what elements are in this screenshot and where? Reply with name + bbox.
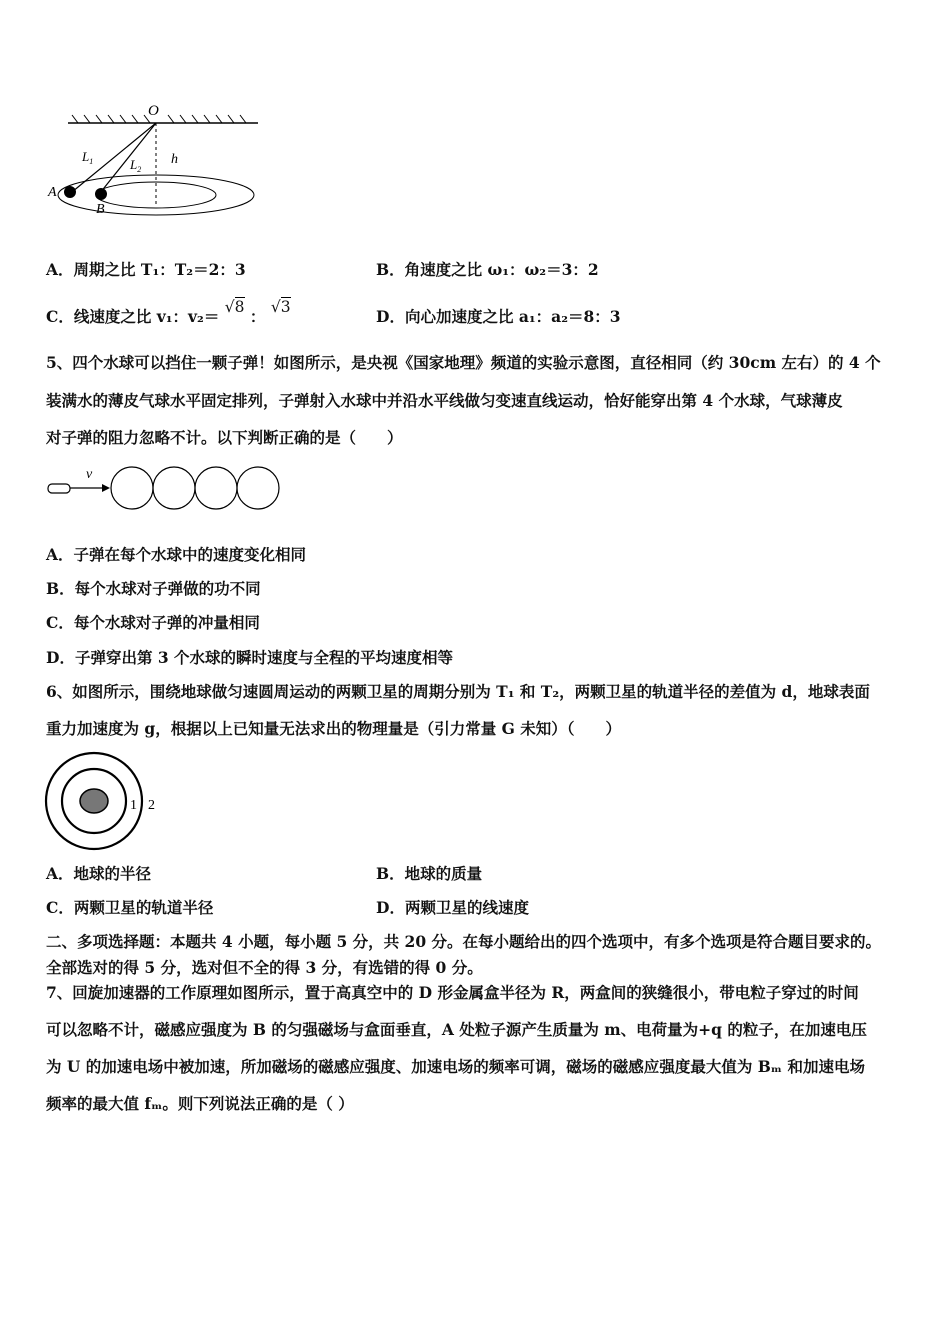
pendulum-figure: [40, 95, 270, 225]
q6-stem-line-1: 6、如图所示，围绕地球做匀速圆周运动的两颗卫星的周期分别为 T₁ 和 T₂，两颗卫星的轨道半径的差值为 d，地球表面: [46, 682, 870, 701]
q7-stem-line-4: 频率的最大值 fₘ。则下列说法正确的是（ ）: [46, 1094, 354, 1113]
label-orbit-1: 1: [130, 798, 137, 813]
water-ball-3: [195, 467, 237, 509]
ball-b: [95, 188, 107, 200]
label-v: v: [86, 467, 93, 482]
water-ball-2: [153, 467, 195, 509]
q5-stem-line-3: 对子弹的阻力忽略不计。以下判断正确的是（ ）: [46, 428, 403, 447]
q7-stem-line-1: 7、回旋加速器的工作原理如图所示，置于高真空中的 D 形金属盒半径为 R，两盒间的狭缝很小，带电粒子穿过的时间: [46, 983, 859, 1002]
q4-option-a: A．周期之比 T₁：T₂＝2：3: [46, 260, 246, 279]
q4-option-c-text: C．线速度之比 v₁：v₂＝: [46, 307, 220, 326]
arrow-head: [102, 484, 110, 492]
q4-option-b: B．角速度之比 ω₁：ω₂＝3：2: [376, 260, 599, 279]
ball-a: [64, 186, 76, 198]
q4-option-c-sep: ：: [249, 307, 266, 326]
q7-stem-line-2: 可以忽略不计，磁感应强度为 B 的匀强磁场与盒面垂直，A 处粒子源产生质量为 m、电荷量为+q 的粒子，在加速电压: [46, 1020, 867, 1039]
q6-option-c: C．两颗卫星的轨道半径: [46, 898, 214, 917]
q4-option-c: [46, 298, 291, 328]
q7-stem-line-3: 为 U 的加速电场中被加速，所加磁场的磁感应强度、加速电场的频率可调，磁场的磁感应强度最大值为 Bₘ 和加速电场: [46, 1057, 865, 1076]
label-orbit-2: 2: [148, 798, 155, 813]
water-balls-figure: [44, 462, 289, 514]
q5-option-d: D．子弹穿出第 3 个水球的瞬时速度与全程的平均速度相等: [46, 648, 454, 667]
sqrt-8: √8: [224, 298, 245, 316]
section2-heading-line-2: 全部选对的得 5 分，选对但不全的得 3 分，有选错的得 0 分。: [46, 958, 483, 977]
ceiling-hatch: [72, 115, 246, 123]
q6-option-d: D．两颗卫星的线速度: [376, 898, 529, 917]
label-h: h: [171, 152, 178, 167]
label-l1: $L_1$: [82, 149, 94, 166]
q5-stem-line-2: 装满水的薄皮气球水平固定排列，子弹射入水球中并沿水平线做匀变速直线运动，恰好能穿出第 4 个水球，气球薄皮: [46, 391, 843, 410]
section2-heading-line-1: 二、多项选择题：本题共 4 小题，每小题 5 分，共 20 分。在每小题给出的四个选项中，有多个选项是符合题目要求的。: [46, 932, 882, 951]
q6-stem-line-2: 重力加速度为 g，根据以上已知量无法求出的物理量是（引力常量 G 未知）（ ）: [46, 719, 622, 738]
q6-option-b: B．地球的质量: [376, 864, 483, 883]
label-o: O: [148, 103, 159, 119]
satellite-orbits-figure: [42, 750, 172, 854]
q5-option-c: C．每个水球对子弹的冲量相同: [46, 613, 260, 632]
water-ball-1: [111, 467, 153, 509]
q5-stem-line-1: 5、四个水球可以挡住一颗子弹！如图所示，是央视《国家地理》频道的实验示意图，直径相同（约 30cm 左右）的 4 个: [46, 353, 881, 372]
bullet: [48, 484, 70, 493]
q6-option-a: A．地球的半径: [46, 864, 152, 883]
q5-option-a: A．子弹在每个水球中的速度变化相同: [46, 545, 307, 564]
label-l2: $L_2$: [130, 157, 142, 174]
earth: [80, 789, 108, 813]
q5-option-b: B．每个水球对子弹做的功不同: [46, 579, 261, 598]
label-b: B: [96, 202, 105, 217]
water-ball-4: [237, 467, 279, 509]
sqrt-3: √3: [270, 298, 291, 316]
q4-option-d: D．向心加速度之比 a₁：a₂＝8：3: [376, 307, 621, 326]
label-a: A: [48, 185, 57, 200]
